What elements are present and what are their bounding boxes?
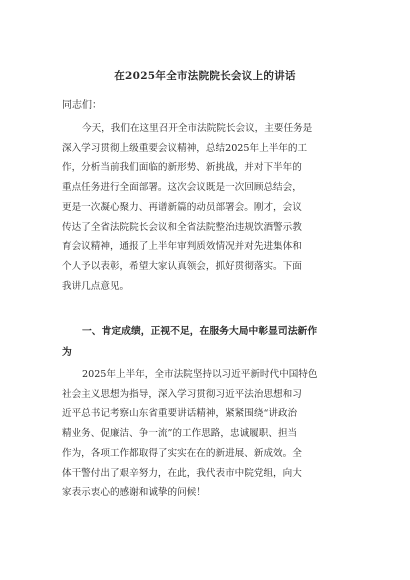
paragraph-line: 精业务、促廉洁、争一流”的工作思路，忠诚履职、担当 — [62, 428, 298, 440]
paragraph-line: 作为，各项工作都取得了实实在在的新进展、新成效。全 — [62, 447, 302, 459]
section-heading — [62, 321, 352, 363]
paragraph-line: 体干警付出了艰辛努力，在此，我代表市中院党组，向大 — [62, 467, 302, 479]
document-title: 在2025年全市法院院长会议上的讲话 — [114, 70, 296, 82]
paragraph-achievements — [62, 365, 352, 503]
heading-line: 一、肯定成绩，正视不足，在服务大局中彰显司法新作 — [82, 326, 318, 337]
paragraph-line: 社会主义思想为指导，深入学习贯彻习近平法治思想和习 — [62, 388, 302, 400]
paragraph-line: 今天，我们在这里召开全市法院院长会议，主要任务是 — [82, 123, 313, 134]
paragraph-line: 重点任务进行全面部署。这次会议既是一次回顾总结会， — [62, 182, 302, 194]
paragraph-line: 家表示衷心的感谢和诚挚的问候！ — [62, 487, 206, 499]
heading-line: 为 — [62, 347, 72, 358]
paragraph-line: 2025年上半年，全市法院坚持以习近平新时代中国特色 — [82, 369, 318, 380]
paragraph-line: 深入学习贯彻上级重要会议精神，总结2025年上半年的工 — [62, 142, 308, 154]
paragraph-line: 我讲几点意见。 — [62, 280, 130, 292]
paragraph-line: 更是一次凝心聚力、再谱新篇的动员部署会。刚才，会议 — [62, 201, 302, 213]
paragraph-line: 育会议精神，通报了上半年审判质效情况并对先进集体和 — [62, 241, 302, 253]
paragraph-line: 作，分析当前我们面临的新形势、新挑战，并对下半年的 — [62, 162, 302, 174]
paragraph-line: 个人予以表彰，希望大家认真领会，抓好贯彻落实。下面 — [62, 260, 302, 272]
paragraph-line: 传达了全省法院院长会议和全省法院整治违规饮酒警示教 — [62, 221, 302, 233]
paragraph-line: 近平总书记考察山东省重要讲话精神，紧紧围绕“讲政治 — [62, 408, 298, 420]
paragraph-opening — [62, 119, 352, 296]
salutation: 同志们： — [62, 100, 102, 111]
